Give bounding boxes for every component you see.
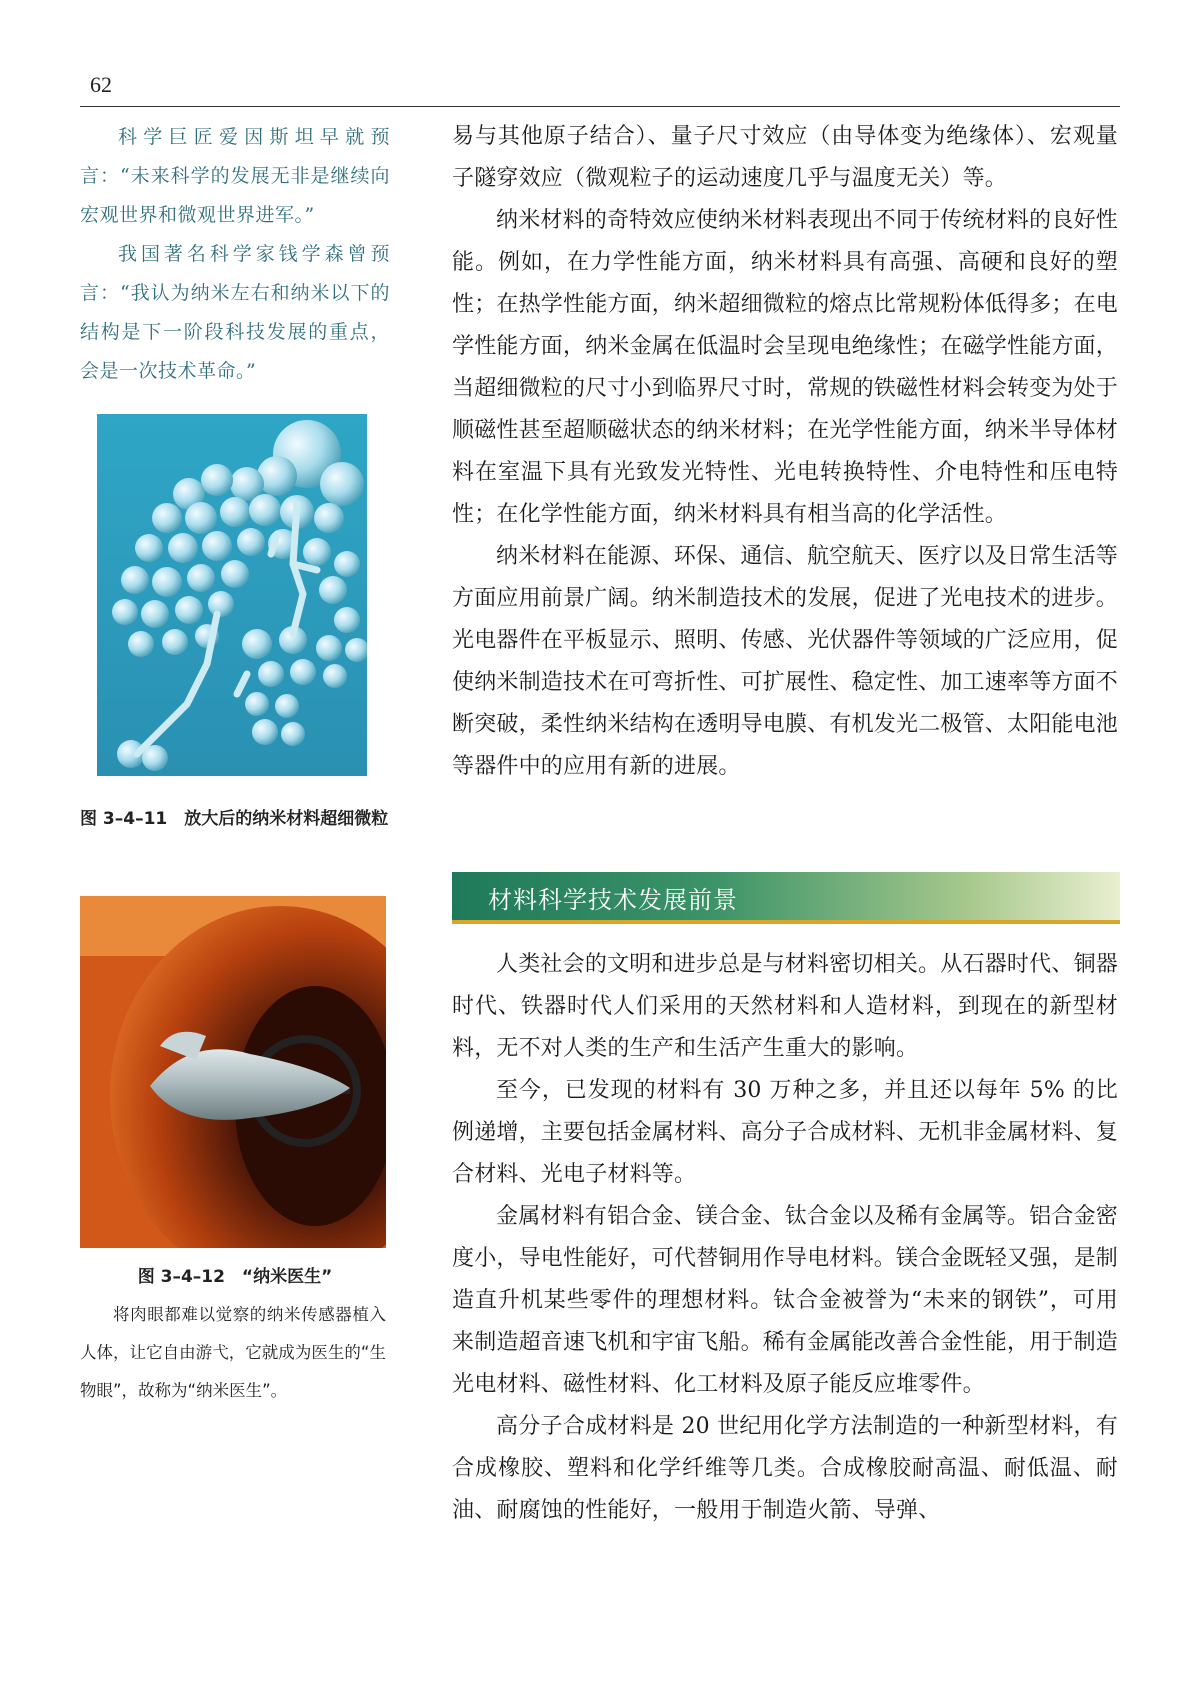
paragraph-materials-count: 至今，已发现的材料有 30 万种之多，并且还以每年 5% 的比例递增，主要包括金属材料、高分子合成材料、无机非金属材料、复合材料、光电子材料等。 bbox=[452, 1078, 1119, 1187]
qian-xuesen-quote: 我国著名科学家钱学森曾预言：“我认为纳米左右和纳米以下的结构是下一阶段科技发展的重点，会是一次技术革命。” bbox=[80, 243, 390, 382]
paragraph-civilization: 人类社会的文明和进步总是与材料密切相关。从石器时代、铜器时代、铁器时代人们采用的天然材料和人造材料，到现在的新型材料，无不对人类的生产和生活产生重大的影响。 bbox=[452, 952, 1118, 1061]
nano-particles-image bbox=[97, 414, 367, 776]
figure-3-4-11-caption: 图 3–4–11 放大后的纳米材料超细微粒 bbox=[80, 809, 389, 829]
main-text-top bbox=[452, 116, 1118, 788]
figure-3-4-12-description: 将肉眼都难以觉察的纳米传感器植入人体，让它自由游弋，它就成为医生的“生物眼”，故称为“纳米医生”。 bbox=[80, 1305, 386, 1400]
paragraph-nano-properties: 纳米材料的奇特效应使纳米材料表现出不同于传统材料的良好性能。例如，在力学性能方面，纳米材料具有高强、高硬和良好的塑性；在热学性能方面，纳米超细微粒的熔点比常规粉体低得多；在电学性能方面，纳米金属在低温时会呈现电绝缘性；在磁学性能方面，当超细微粒的尺寸小到临界尺寸时，常规的铁磁性材料会转变为处于顺磁性甚至超顺磁状态的纳米材料；在光学性能方面，纳米半导体材料在室温下具有光致发光特性、光电转换特性、介电特性和压电特性；在化学性能方面，纳米材料具有相当高的化学活性。 bbox=[452, 208, 1119, 527]
section-header bbox=[452, 872, 1120, 924]
section-title: 材料科学技术发展前景 bbox=[488, 886, 738, 914]
nano-doctor-image bbox=[80, 896, 386, 1248]
header-rule bbox=[80, 106, 1120, 107]
figure-3-4-12-caption: 图 3–4–12 “纳米医生” bbox=[137, 1267, 333, 1287]
paragraph-quantum-effects: 易与其他原子结合）、量子尺寸效应（由导体变为绝缘体）、宏观量子隧穿效应（微观粒子的运动速度几乎与温度无关）等。 bbox=[452, 124, 1118, 191]
main-text-bottom bbox=[452, 944, 1118, 1532]
page-number: 62 bbox=[90, 72, 112, 97]
paragraph-polymer-materials: 高分子合成材料是 20 世纪用化学方法制造的一种新型材料，有合成橡胶、塑料和化学纤维等几类。合成橡胶耐高温、耐低温、耐油、耐腐蚀的性能好，一般用于制造火箭、导弹、 bbox=[452, 1414, 1118, 1523]
einstein-quote: 科学巨匠爱因斯坦早就预言：“未来科学的发展无非是继续向宏观世界和微观世界进军。” bbox=[80, 126, 390, 226]
sidebar bbox=[80, 118, 390, 391]
paragraph-nano-applications: 纳米材料在能源、环保、通信、航空航天、医疗以及日常生活等方面应用前景广阔。纳米制造技术的发展，促进了光电技术的进步。光电器件在平板显示、照明、传感、光伏器件等领域的广泛应用，促使纳米制造技术在可弯折性、可扩展性、稳定性、加工速率等方面不断突破，柔性纳米结构在透明导电膜、有机发光二极管、太阳能电池等器件中的应用有新的进展。 bbox=[452, 544, 1119, 779]
paragraph-metal-materials: 金属材料有铝合金、镁合金、钛合金以及稀有金属等。铝合金密度小，导电性能好，可代替铜用作导电材料。镁合金既轻又强，是制造直升机某些零件的理想材料。钛合金被誉为“未来的钢铁”，可用来制造超音速飞机和宇宙飞船。稀有金属能改善合金性能，用于制造光电材料、磁性材料、化工材料及原子能反应堆零件。 bbox=[452, 1204, 1119, 1397]
